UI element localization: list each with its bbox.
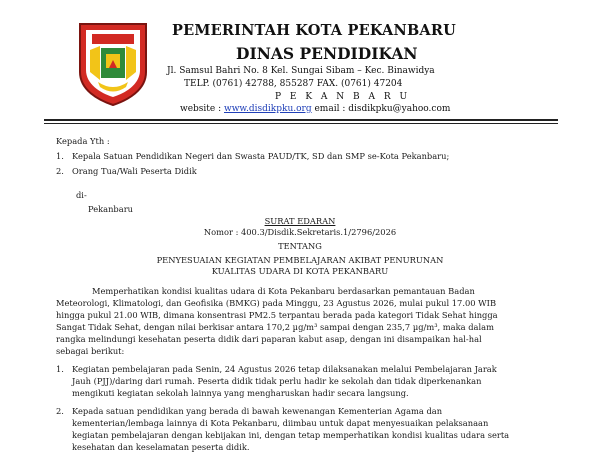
point-1-line: Jauh (PJJ)/daring dari rumah. Peserta didik tidak perlu hadir ke sekolah dan tidak diperkenankan — [72, 376, 482, 386]
addressee-2-number: 2. — [56, 166, 64, 176]
header-divider — [44, 119, 558, 121]
department-name: DINAS PENDIDIKAN — [236, 44, 418, 63]
office-phone: TELP. (0761) 42788, 855287 FAX. (0761) 47204 — [184, 79, 403, 89]
intro-line: Sangat Tidak Sehat, dengan nilai berkisar antara 170,2 µg/m³ sampai dengan 235,7 µg/m³, maka dalam — [56, 322, 494, 332]
letter-about: TENTANG — [278, 241, 322, 251]
point-2-number: 2. — [56, 406, 64, 416]
point-1-line: Kegiatan pembelajaran pada Senin, 24 Agustus 2026 tetap dilaksanakan melalui Pembelajaran Jarak — [72, 364, 497, 374]
header-divider-thin — [44, 123, 558, 124]
addressee-di: di- — [76, 190, 87, 200]
office-address: Jl. Samsul Bahri No. 8 Kel. Sungai Sibam – Kec. Binawidya — [167, 66, 435, 76]
email-address[interactable]: disdikpku@yahoo.com — [348, 104, 451, 114]
website-link[interactable]: www.disdikpku.org — [224, 104, 312, 114]
point-1-number: 1. — [56, 364, 64, 374]
email-label: email : — [314, 104, 346, 114]
letter-number: Nomor : 400.3/Disdik.Sekretaris.1/2796/2026 — [203, 227, 397, 237]
contact-line — [180, 104, 450, 114]
intro-line: rangka melindungi kesehatan peserta didik dari paparan kabut asap, dengan ini disampaikan hal-hal — [56, 334, 482, 344]
intro-line: hingga pukul 21.00 WIB, dimana konsentrasi PM2.5 terpantau berada pada kategori Tidak Sehat hingga — [56, 310, 498, 320]
intro-line: sebagai berikut: — [56, 346, 125, 356]
salutation: Kepada Yth : — [56, 136, 110, 146]
addressee-1-text: Kepala Satuan Pendidikan Negeri dan Swasta PAUD/TK, SD dan SMP se-Kota Pekanbaru; — [72, 151, 450, 161]
point-2-line: kementerian/lembaga lainnya di Kota Pekanbaru, diimbau untuk dapat menyesuaikan pelaksanaan — [72, 418, 489, 428]
addressee-1-number: 1. — [56, 151, 64, 161]
letter-subject-line-1: PENYESUAIAN KEGIATAN PEMBELAJARAN AKIBAT PENURUNAN — [156, 255, 444, 265]
point-2-line: Kepada satuan pendidikan yang berada di bawah kewenangan Kementerian Agama dan — [72, 406, 443, 416]
addressee-place: Pekanbaru — [88, 204, 134, 214]
intro-line: Meteorologi, Klimatologi, dan Geofisika (BMKG) pada Minggu, 23 Agustus 2026, mulai pukul 17.00 WIB — [56, 298, 497, 308]
intro-line: Memperhatikan kondisi kualitas udara di Kota Pekanbaru berdasarkan pemantauan Badan — [92, 286, 475, 296]
website-label: website : — [180, 104, 222, 114]
point-2-line: kesehatan dan keselamatan peserta didik. — [72, 442, 250, 452]
pekanbaru-city-logo — [76, 20, 150, 106]
letter-subject-line-2: KUALITAS UDARA DI KOTA PEKANBARU — [211, 266, 389, 276]
government-name: PEMERINTAH KOTA PEKANBARU — [172, 22, 456, 39]
point-2-line: kegiatan pembelajaran dengan kebijakan ini, dengan tetap memperhatikan kondisi kualitas udara serta — [72, 430, 510, 440]
addressee-2-text: Orang Tua/Wali Peserta Didik — [72, 166, 197, 176]
point-1-line: mengikuti kegiatan sekolah lainnya yang mengharuskan hadir secara langsung. — [72, 388, 409, 398]
office-city: P E K A N B A R U — [275, 92, 411, 102]
letter-title: SURAT EDARAN — [264, 216, 336, 226]
